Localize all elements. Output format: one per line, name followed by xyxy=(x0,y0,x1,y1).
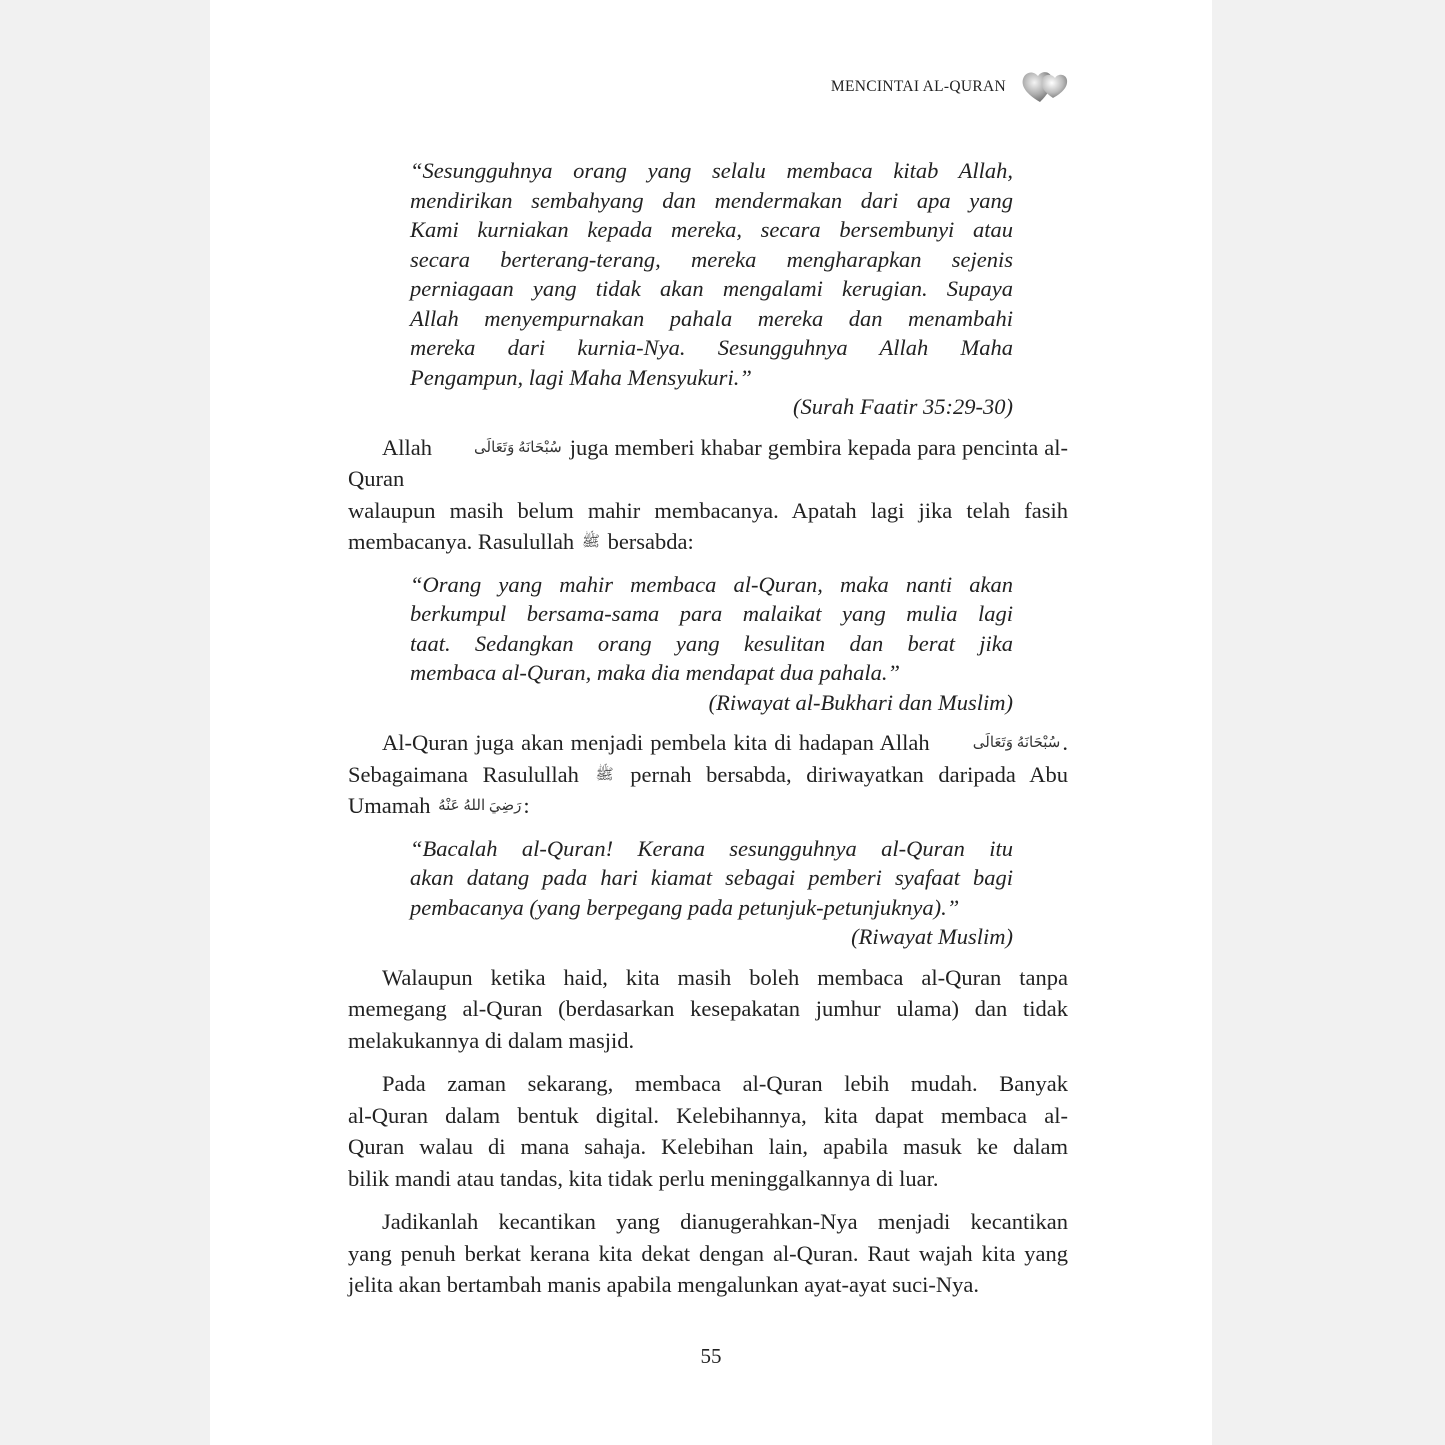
quote-surah-faatir xyxy=(410,156,1013,422)
honorific-subhanahu: سُبْحَانَهُ وَتَعَالَى xyxy=(972,735,1061,751)
quote-line: berkumpul bersama-sama para malaikat yang mulia lagi xyxy=(410,601,1013,626)
text-span: Sebagaimana Rasulullah xyxy=(348,761,579,787)
quote-line: Allah menyempurnakan pahala mereka dan menambahi xyxy=(410,305,1013,331)
paragraph-line: Pada zaman sekarang, membaca al-Quran lebih mudah. Banyak xyxy=(382,1071,1068,1096)
paragraph-khabar-gembira xyxy=(348,432,1068,558)
paragraph-line: Jadikanlah kecantikan yang dianugerahkan-Nya menjadi kecantikan xyxy=(382,1209,1068,1234)
running-header xyxy=(210,68,1070,106)
quote-hadith-bukhari-muslim xyxy=(410,570,1013,718)
paragraph-haid xyxy=(348,962,1068,1057)
book-page xyxy=(210,0,1212,1445)
paragraph-pembela xyxy=(348,727,1068,822)
paragraph-line xyxy=(348,727,1068,759)
paragraph-line: yang penuh berkat kerana kita dekat dengan al-Quran. Raut wajah kita yang xyxy=(348,1240,1068,1266)
paragraph-line: bilik mandi atau tandas, kita tidak perlu meninggalkannya di luar. xyxy=(348,1165,939,1191)
quote-line: membaca al-Quran, maka dia mendapat dua pahala.” xyxy=(410,660,900,685)
quote-line: secara berterang-terang, mereka mengharapkan sejenis xyxy=(410,246,1013,272)
paragraph-kecantikan xyxy=(348,1206,1068,1301)
text-span: pernah bersabda, diriwayatkan daripada Abu xyxy=(630,761,1068,787)
paragraph-line xyxy=(348,790,1068,822)
paragraph-line: Quran walau di mana sahaja. Kelebihan lain, apabila masuk ke dalam xyxy=(348,1134,1068,1159)
text-span: Al-Quran juga akan menjadi pembela kita di hadapan Allah xyxy=(382,730,930,755)
quote-source: (Riwayat Muslim) xyxy=(851,924,1013,949)
quote-line: mereka dari kurnia-Nya. Sesungguhnya Allah Maha xyxy=(410,335,1013,360)
paragraph-line: al-Quran dalam bentuk digital. Kelebihannya, kita dapat membaca al- xyxy=(348,1102,1068,1128)
text-span: Umamah xyxy=(348,793,431,818)
quote-line: “Bacalah al-Quran! Kerana sesungguhnya al-Quran itu xyxy=(410,835,1013,861)
quote-line: Pengampun, lagi Maha Mensyukuri.” xyxy=(410,364,752,390)
hearts-icon xyxy=(1020,68,1070,106)
paragraph-line xyxy=(348,759,1068,791)
quote-line: mendirikan sembahyang dan mendermakan dari apa yang xyxy=(410,187,1013,213)
paragraph-line: Walaupun ketika haid, kita masih boleh membaca al-Quran tanpa xyxy=(382,964,1068,990)
text-span: Allah xyxy=(382,434,432,460)
quote-hadith-muslim xyxy=(410,834,1013,952)
quote-line: akan datang pada hari kiamat sebagai pemberi syafaat bagi xyxy=(410,865,1013,890)
quote-line: perniagaan yang tidak akan mengalami kerugian. Supaya xyxy=(410,276,1013,301)
paragraph-line: memegang al-Quran (berdasarkan kesepakatan jumhur ulama) dan tidak xyxy=(348,996,1068,1021)
honorific-salawat: ﷺ xyxy=(595,766,614,783)
page-number: 55 xyxy=(700,1344,722,1368)
quote-source: (Surah Faatir 35:29-30) xyxy=(793,394,1013,419)
paragraph-digital xyxy=(348,1068,1068,1194)
text-span: : xyxy=(523,793,530,818)
quote-line: pembacanya (yang berpegang pada petunjuk-petunjuknya).” xyxy=(410,894,960,920)
text-span: . xyxy=(1062,730,1068,755)
quote-line: taat. Sedangkan orang yang kesulitan dan berat jika xyxy=(410,630,1013,656)
quote-line: “Sesungguhnya orang yang selalu membaca kitab Allah, xyxy=(410,158,1013,183)
paragraph-line: jelita akan bertambah manis apabila mengalunkan ayat-ayat suci-Nya. xyxy=(348,1272,979,1297)
honorific-salawat: ﷺ xyxy=(581,534,600,550)
honorific-radiyallah: رَضِيَ اللهُ عَنْهُ xyxy=(438,798,522,814)
text-span: juga memberi khabar gembira kepada para pencinta al-Quran xyxy=(348,434,1069,491)
paragraph-line: melakukannya di dalam masjid. xyxy=(348,1027,635,1053)
quote-source: (Riwayat al-Bukhari dan Muslim) xyxy=(708,689,1013,715)
text-span: membacanya. Rasulullah xyxy=(348,529,575,554)
paragraph-line xyxy=(348,432,1068,495)
paragraph-line xyxy=(348,526,1068,558)
paragraph-line: walaupun masih belum mahir membacanya. Apatah lagi jika telah fasih xyxy=(348,497,1068,523)
page-content xyxy=(348,156,1068,1313)
honorific-subhanahu: سُبْحَانَهُ وَتَعَالَى xyxy=(474,439,562,456)
header-title: MENCINTAI AL-QURAN xyxy=(830,78,1006,95)
quote-line: Kami kurniakan kepada mereka, secara bersembunyi atau xyxy=(410,217,1013,242)
quote-line: “Orang yang mahir membaca al-Quran, maka nanti akan xyxy=(410,571,1013,597)
text-span: bersabda: xyxy=(607,529,694,554)
